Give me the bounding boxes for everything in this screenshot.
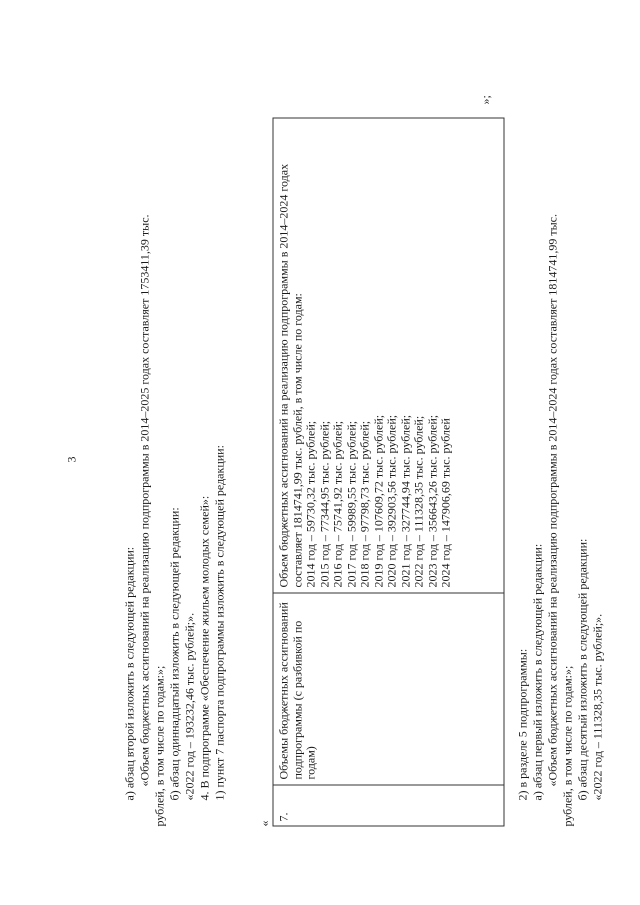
intro-line-2: «Объем бюджетных ассигнований на реализацию подпрограммы в 2014–2025 годах составляет 1753411,39 тыс. [137, 214, 152, 787]
year-item: 2024 год – 147906,69 тыс. рублей [438, 418, 453, 588]
closing-quote: »; [478, 95, 493, 105]
document-body [1, 0, 640, 905]
outro-line-2: а) абзац первый изложить в следующей редакции: [530, 543, 545, 801]
funding-summary: Объем бюджетных ассигнований на реализацию подпрограммы в 2014–2024 годах составляет 1814741,99 тыс. рублей, в том числе по годам: [276, 163, 304, 588]
year-item: 2014 год – 59730,32 тыс. рублей; [303, 420, 318, 588]
year-item: 2021 год – 327744,94 тыс. рублей; [398, 414, 412, 588]
intro-line-5: «2022 год – 193232,46 тыс. рублей;». [182, 612, 197, 801]
column-divider [274, 593, 504, 594]
year-list [305, 123, 454, 588]
outro-line-5: б) абзац десятый изложить в следующей редакции: [575, 538, 590, 801]
opening-quote: « [257, 820, 272, 827]
outro-line-4: рублей, в том числе по годам:»; [560, 665, 575, 827]
year-item: 2017 год – 59989,55 тыс. рублей; [344, 420, 358, 588]
intro-line-1: а) абзац второй изложить в следующей редакции: [122, 546, 137, 801]
outro-line-3: «Объем бюджетных ассигнований на реализацию подпрограммы в 2014–2024 годах составляет 1814741,99 тыс. [545, 214, 560, 787]
intro-line-4: б) абзац одиннадцатый изложить в следующей редакции: [167, 507, 182, 801]
year-item: 2023 год – 356643,26 тыс. рублей; [425, 414, 439, 588]
year-item: 2016 год – 75741,92 тыс. рублей; [330, 420, 345, 588]
row-value [278, 123, 454, 588]
row-label: Объемы бюджетных ассигнований подпрограммы (с разбивкой по годам) [276, 602, 318, 780]
year-item: 2019 год – 107609,72 тыс. рублей; [371, 414, 385, 588]
intro-line-3: рублей, в том числе по годам:»; [152, 665, 167, 827]
outro-line-1: 2) в разделе 5 подпрограммы: [515, 648, 530, 801]
column-divider [274, 785, 504, 786]
page-number: 3 [64, 456, 79, 463]
intro-line-6: 4. В подпрограмме «Обеспечение жильем молодых семей»: [197, 495, 212, 801]
outro-line-6: «2022 год – 111328,35 тыс. рублей;». [590, 613, 605, 801]
year-item: 2020 год – 392903,56 тыс. рублей; [384, 414, 399, 588]
year-item: 2018 год – 97798,73 тыс. рублей; [357, 420, 372, 588]
passport-table [273, 118, 505, 827]
year-item: 2015 год – 77344,95 тыс. рублей; [317, 420, 331, 588]
row-number: 7. [276, 812, 291, 822]
year-item: 2022 год – 111328,35 тыс. рублей; [411, 415, 426, 588]
intro-line-7: 1) пункт 7 паспорта подпрограммы изложить в следующей редакции: [212, 445, 227, 801]
